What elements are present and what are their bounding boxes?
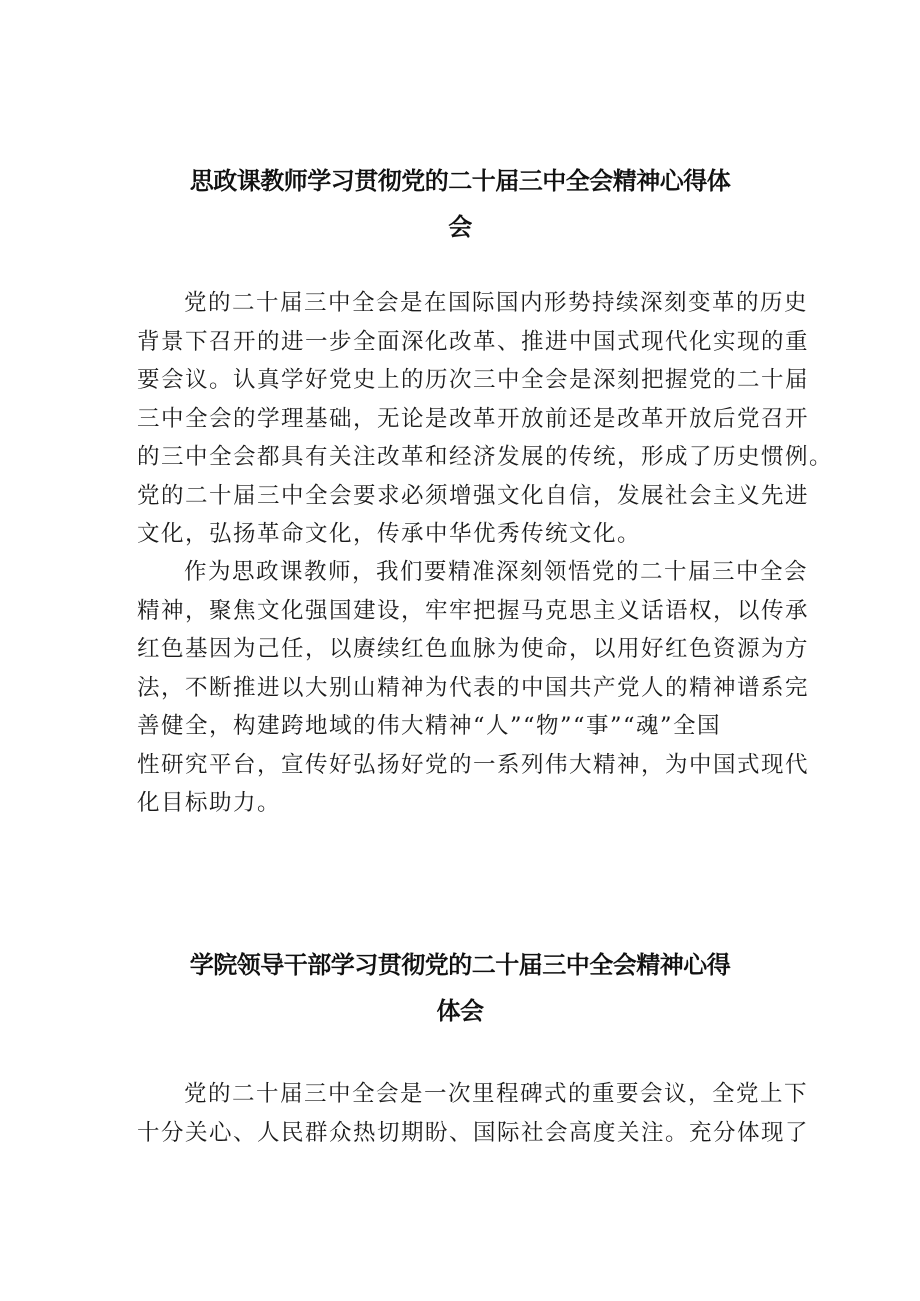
- paragraph-line: 精神，聚焦文化强国建设，牢牢把握马克思主义话语权，以传承: [137, 597, 810, 624]
- paragraph-line: 党的二十届三中全会要求必须增强文化自信，发展社会主义先进: [137, 482, 810, 509]
- paragraph-line: 文化，弘扬革命文化，传承中华优秀传统文化。: [137, 521, 642, 547]
- paragraph-line: 的三中全会都具有关注改革和经济发展的传统，形成了历史惯例。: [137, 444, 834, 470]
- title-line: 体会: [436, 997, 484, 1025]
- title-line: 思政课教师学习贯彻党的二十届三中全会精神心得体: [189, 167, 731, 195]
- paragraph-line: 善健全，构建跨地域的伟大精神“人”“物”“事”“魂”全国: [137, 713, 722, 739]
- section-1-paragraph-1: [137, 284, 834, 554]
- section-1-title: [130, 158, 790, 250]
- paragraph-line: 三中全会的学理基础，无论是改革开放前还是改革开放后党召开: [137, 405, 810, 432]
- paragraph-line: 党的二十届三中全会是一次里程碑式的重要会议，全党上下: [184, 1081, 809, 1107]
- paragraph-line: 红色基因为己任，以赓续红色血脉为使命，以用好红色资源为方: [137, 636, 810, 662]
- paragraph-line: 党的二十届三中全会是在国际国内形势持续深刻变革的历史: [184, 290, 809, 316]
- section-2-title: [130, 942, 790, 1034]
- section-2-paragraph-1: [137, 1075, 810, 1152]
- title-line: 会: [448, 213, 472, 241]
- paragraph-line: 作为思政课教师，我们要精准深刻领悟党的二十届三中全会: [184, 559, 809, 585]
- paragraph-line: 法，不断推进以大别山精神为代表的中国共产党人的精神谱系完: [137, 674, 810, 701]
- paragraph-line: 背景下召开的进一步全面深化改革、推进中国式现代化实现的重: [137, 328, 810, 355]
- paragraph-line: 要会议。认真学好党史上的历次三中全会是深刻把握党的二十届: [137, 367, 810, 393]
- paragraph-line: 性研究平台，宣传好弘扬好党的一系列伟大精神，为中国式现代: [137, 751, 810, 778]
- paragraph-line: 十分关心、人民群众热切期盼、国际社会高度关注。充分体现了: [137, 1119, 810, 1146]
- paragraph-line: 化目标助力。: [137, 790, 282, 816]
- title-line: 学院领导干部学习贯彻党的二十届三中全会精神心得: [189, 951, 731, 979]
- section-1-paragraph-2: [137, 553, 810, 823]
